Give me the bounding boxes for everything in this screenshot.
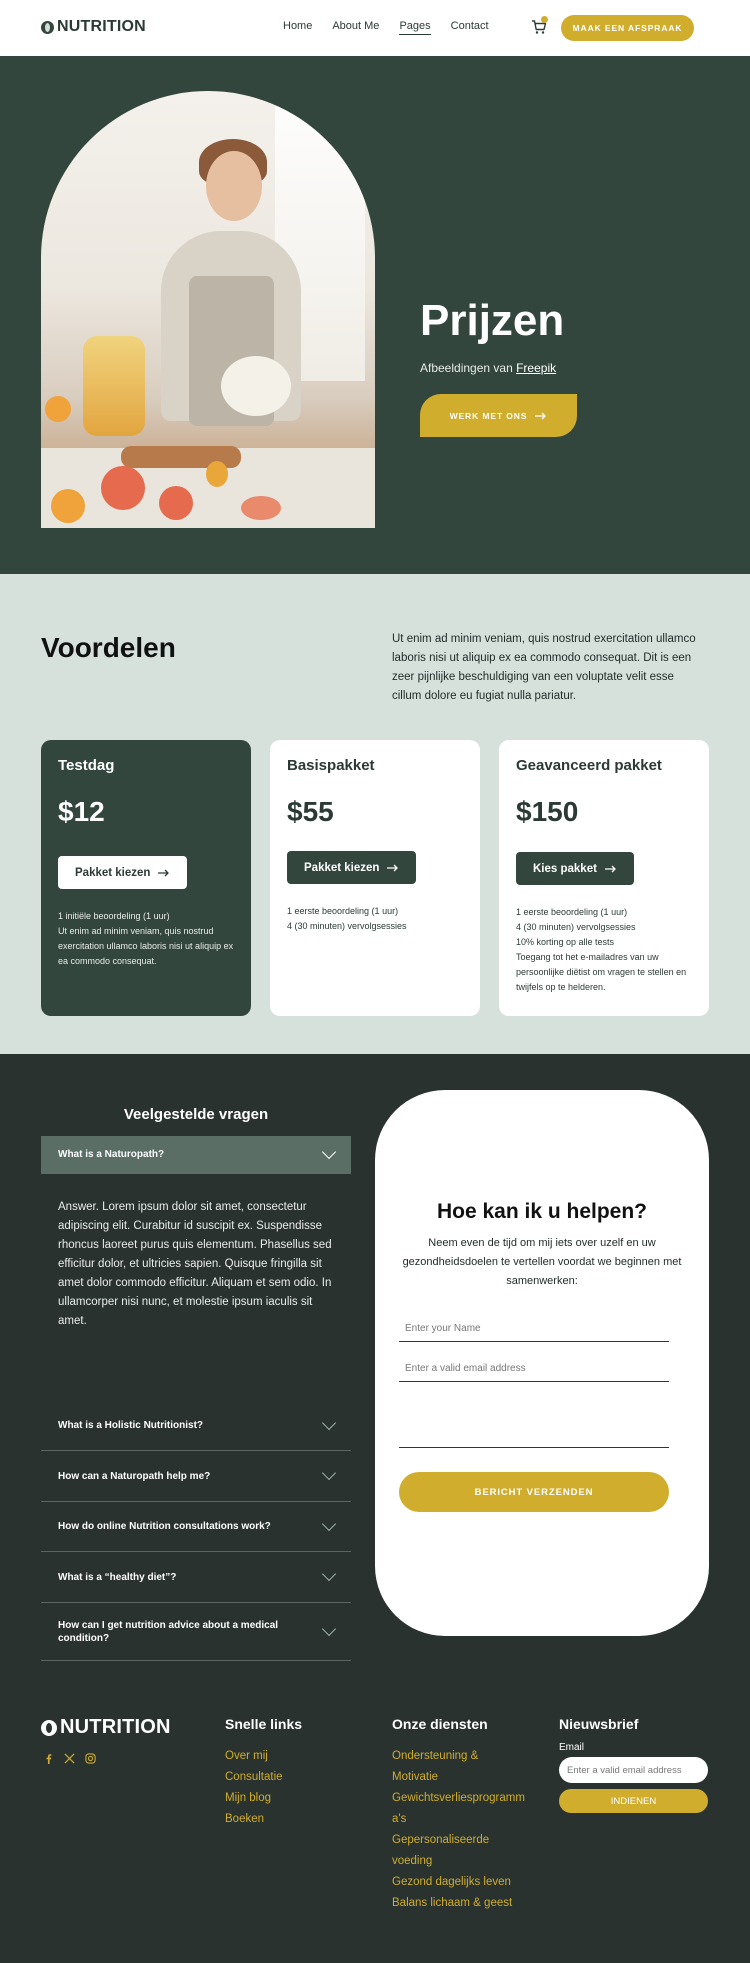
site-footer xyxy=(0,1668,750,1963)
page-title: Prijzen xyxy=(420,296,565,345)
footer-link[interactable]: Balans lichaam & geest xyxy=(392,1897,513,1909)
quick-links-title: Snelle links xyxy=(225,1716,303,1732)
pricing-card-basic xyxy=(270,740,480,1016)
newsletter xyxy=(559,1716,708,1813)
hero-section xyxy=(0,56,750,574)
footer-link[interactable]: Gepersonaliseerde xyxy=(392,1834,490,1846)
nav-pages[interactable]: Pages xyxy=(399,20,430,35)
quick-links xyxy=(225,1716,302,1830)
pricing-card-advanced xyxy=(499,740,709,1016)
logo-text: NUTRITION xyxy=(57,18,146,35)
send-message-button[interactable]: BERICHT VERZENDEN xyxy=(399,1472,669,1512)
make-appointment-button[interactable]: MAAK EEN AFSPRAAK xyxy=(561,15,694,41)
cart-icon[interactable] xyxy=(531,19,547,35)
arrow-right-icon xyxy=(387,864,399,872)
services-links xyxy=(392,1716,525,1914)
card-title: Geavanceerd pakket xyxy=(516,757,662,774)
faq-question: What is a Holistic Nutritionist? xyxy=(58,1420,204,1431)
card-price: $150 xyxy=(516,796,579,827)
arrow-right-icon xyxy=(158,869,170,877)
footer-logo-text: NUTRITION xyxy=(60,1716,171,1738)
faq-question: How can I get nutrition advice about a medical condition? xyxy=(58,1619,279,1644)
nav-contact[interactable]: Contact xyxy=(450,20,489,32)
faq-question: How can a Naturopath help me? xyxy=(58,1470,211,1482)
image-credit xyxy=(420,361,556,375)
benefits-title: Voordelen xyxy=(41,632,176,663)
feature-item: 1 eerste beoordeling (1 uur) xyxy=(516,907,628,917)
faq-item[interactable] xyxy=(41,1552,351,1603)
faq-question: How do online Nutrition consultations work? xyxy=(58,1521,271,1532)
facebook-icon[interactable] xyxy=(43,1753,54,1764)
services-title: Onze diensten xyxy=(392,1716,488,1732)
message-field[interactable] xyxy=(399,1396,669,1448)
choose-package-button[interactable] xyxy=(58,856,187,889)
footer-logo[interactable] xyxy=(41,1716,171,1739)
feature-item: Toegang tot het e-mailadres van uw persoonlijke diëtist om vragen te stellen en twijfels op te helderen. xyxy=(516,952,687,992)
footer-link[interactable]: Motivatie xyxy=(392,1771,439,1783)
card-features xyxy=(287,904,463,934)
footer-link[interactable]: voeding xyxy=(392,1855,433,1867)
choose-package-button[interactable] xyxy=(516,852,634,885)
benefits-text: Ut enim ad minim veniam, quis nostrud exercitation ullamco laboris nisi ut aliquip ex ea commodo consequat. Dit is een zeer pijnlijke beschuldiging van een voluptate velit esse cillum dolore eu fugiat nulla pariatur. xyxy=(392,633,696,702)
choose-package-button[interactable] xyxy=(287,851,416,884)
contact-form xyxy=(375,1090,709,1636)
arrow-right-icon xyxy=(535,412,547,420)
nav-about-me[interactable]: About Me xyxy=(332,20,380,32)
work-with-us-label: WERK MET ONS xyxy=(449,410,528,421)
footer-link[interactable]: Gezond dagelijks leven xyxy=(392,1876,511,1888)
faq-title: Veelgestelde vragen xyxy=(123,1106,269,1123)
card-title: Testdag xyxy=(58,757,115,774)
footer-link[interactable]: Ondersteuning & xyxy=(392,1750,479,1762)
footer-link[interactable]: a's xyxy=(392,1813,407,1825)
pricing-card-testdag xyxy=(41,740,251,1016)
footer-link[interactable]: Boeken xyxy=(225,1813,265,1825)
feature-item: 4 (30 minuten) vervolgsessies xyxy=(516,922,636,932)
card-features xyxy=(58,909,234,969)
feature-item: 1 initiële beoordeling (1 uur) xyxy=(58,911,170,921)
leaf-logo-icon xyxy=(41,1720,57,1736)
faq-item[interactable] xyxy=(41,1502,351,1552)
logo[interactable] xyxy=(41,18,146,36)
newsletter-email-label: Email xyxy=(559,1742,585,1753)
button-label: Pakket kiezen xyxy=(75,866,151,879)
leaf-logo-icon xyxy=(41,21,54,34)
instagram-icon[interactable] xyxy=(85,1753,96,1764)
footer-link[interactable]: Consultatie xyxy=(225,1771,283,1783)
benefits-section xyxy=(0,574,750,1054)
card-price: $12 xyxy=(58,796,105,827)
faq-answer: Answer. Lorem ipsum dolor sit amet, consectetur adipiscing elit. Curabitur id suscipit ex. Suspendisse rhoncus laoreet purus quis elementum. Phasellus sed efficitur dolor, et ultricies sapien. Quisque fringilla sit amet dolor commodo efficitur. Aliquam et sem odio. In ullamcorper nisi nunc, et molestie ipsum iaculis sit amet. xyxy=(58,1201,332,1327)
button-label: Kies pakket xyxy=(533,862,597,875)
newsletter-title: Nieuwsbrief xyxy=(559,1716,639,1732)
button-label: Pakket kiezen xyxy=(304,861,380,874)
x-icon[interactable] xyxy=(64,1753,75,1764)
footer-link[interactable]: Over mij xyxy=(225,1750,268,1762)
contact-title: Hoe kan ik u helpen? xyxy=(436,1200,648,1223)
work-with-us-button[interactable] xyxy=(420,394,577,437)
chevron-down-icon xyxy=(322,1145,336,1159)
newsletter-email-field[interactable] xyxy=(559,1757,708,1783)
feature-item: 10% korting op alle tests xyxy=(516,937,615,947)
feature-item: 4 (30 minuten) vervolgsessies xyxy=(287,921,407,931)
social-links xyxy=(43,1753,96,1764)
card-title: Basispakket xyxy=(287,757,375,774)
main-nav xyxy=(283,20,489,35)
faq-contact-section xyxy=(0,1054,750,1668)
newsletter-submit-button[interactable]: INDIENEN xyxy=(559,1789,708,1813)
hero-image xyxy=(41,91,375,528)
footer-link[interactable]: Mijn blog xyxy=(225,1792,272,1804)
faq-item-open[interactable] xyxy=(41,1136,351,1174)
arrow-right-icon xyxy=(605,865,617,873)
feature-item: Ut enim ad minim veniam, quis nostrud exercitation ullamco laboris nisi ut aliquip ex ea commodo consequat. xyxy=(58,926,234,966)
site-header xyxy=(0,0,750,56)
email-field[interactable] xyxy=(399,1356,669,1382)
image-credit-text: Afbeeldingen van xyxy=(420,361,513,375)
card-price: $55 xyxy=(287,796,334,827)
faq-question: What is a “healthy diet”? xyxy=(58,1571,177,1583)
faq-item[interactable] xyxy=(41,1401,351,1451)
contact-text: Neem even de tijd om mij iets over uzelf en uw gezondheidsdoelen te vertellen voordat we beginnen met samenwerken: xyxy=(402,1237,682,1287)
faq-question: What is a Naturopath? xyxy=(58,1149,165,1160)
footer-link[interactable]: Gewichtsverliesprogramm xyxy=(392,1792,525,1804)
card-features xyxy=(516,905,692,995)
faq-item[interactable] xyxy=(41,1451,351,1502)
freepik-link[interactable]: Freepik xyxy=(516,361,557,375)
cart-badge xyxy=(541,16,548,23)
feature-item: 1 eerste beoordeling (1 uur) xyxy=(287,906,399,916)
nav-home[interactable]: Home xyxy=(283,20,313,32)
faq-item[interactable] xyxy=(41,1603,351,1661)
name-field[interactable] xyxy=(399,1316,669,1342)
